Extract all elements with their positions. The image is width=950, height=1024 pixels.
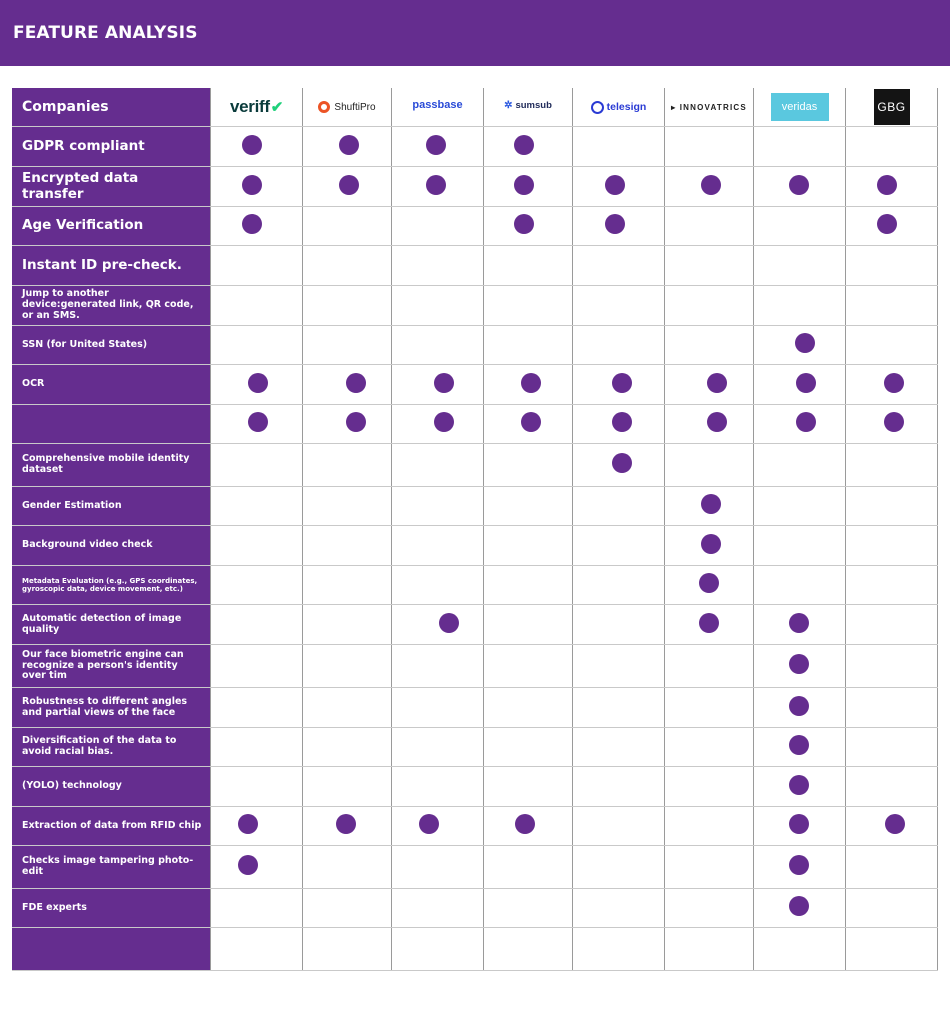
feature-label: SSN (for United States): [12, 326, 210, 364]
supported-dot-icon: [796, 373, 816, 393]
supported-dot-icon: [612, 412, 632, 432]
support-cell-veridas: [753, 487, 845, 525]
supported-dot-icon: [426, 175, 446, 195]
support-cell-veriff: [210, 444, 302, 486]
supported-dot-icon: [701, 175, 721, 195]
support-cell-gbg: [845, 526, 938, 565]
support-cell-sumsub: [483, 688, 572, 727]
feature-label: Encrypted data transfer: [12, 167, 210, 206]
support-cell-sumsub: [483, 728, 572, 766]
support-cell-passbase: [391, 928, 483, 970]
support-cell-innovatrics: [664, 605, 753, 644]
support-cell-innovatrics: [664, 365, 753, 404]
table-row: [12, 807, 938, 846]
support-cell-telesign: [572, 566, 664, 604]
support-cell-veriff: [210, 326, 302, 364]
support-cell-shufti: [302, 207, 391, 245]
support-cell-veriff: [210, 566, 302, 604]
support-cell-veriff: [210, 728, 302, 766]
support-cell-gbg: [845, 246, 938, 285]
support-cell-gbg: [845, 928, 938, 970]
table-header-row: [12, 88, 938, 127]
support-cell-innovatrics: [664, 807, 753, 845]
supported-dot-icon: [242, 135, 262, 155]
support-cell-telesign: [572, 767, 664, 806]
support-cell-passbase: [391, 645, 483, 687]
supported-dot-icon: [439, 613, 459, 633]
feature-label: Background video check: [12, 526, 210, 565]
support-cell-gbg: [845, 405, 938, 443]
table-row: [12, 767, 938, 807]
support-cell-telesign: [572, 207, 664, 245]
support-cell-gbg: [845, 286, 938, 325]
support-cell-sumsub: [483, 167, 572, 206]
table-row: [12, 326, 938, 365]
support-cell-telesign: [572, 728, 664, 766]
support-cell-passbase: [391, 526, 483, 565]
supported-dot-icon: [612, 373, 632, 393]
support-cell-veriff: [210, 246, 302, 285]
supported-dot-icon: [885, 814, 905, 834]
support-cell-shufti: [302, 889, 391, 927]
support-cell-shufti: [302, 365, 391, 404]
support-cell-gbg: [845, 326, 938, 364]
supported-dot-icon: [514, 135, 534, 155]
supported-dot-icon: [884, 412, 904, 432]
feature-label: [12, 405, 210, 443]
support-cell-veridas: [753, 167, 845, 206]
support-cell-shufti: [302, 246, 391, 285]
supported-dot-icon: [789, 175, 809, 195]
company-veriff: [210, 88, 302, 126]
supported-dot-icon: [434, 373, 454, 393]
support-cell-veriff: [210, 286, 302, 325]
supported-dot-icon: [426, 135, 446, 155]
supported-dot-icon: [789, 814, 809, 834]
supported-dot-icon: [514, 214, 534, 234]
supported-dot-icon: [242, 214, 262, 234]
support-cell-veridas: [753, 928, 845, 970]
support-cell-passbase: [391, 405, 483, 443]
support-cell-passbase: [391, 365, 483, 404]
support-cell-veridas: [753, 889, 845, 927]
support-cell-shufti: [302, 286, 391, 325]
ring-icon: [318, 101, 330, 113]
support-cell-sumsub: [483, 807, 572, 845]
table-row: [12, 365, 938, 405]
support-cell-sumsub: [483, 207, 572, 245]
support-cell-veridas: [753, 405, 845, 443]
support-cell-passbase: [391, 807, 483, 845]
support-cell-gbg: [845, 728, 938, 766]
feature-label: [12, 928, 210, 970]
company-veridas: [753, 88, 845, 126]
support-cell-sumsub: [483, 566, 572, 604]
support-cell-innovatrics: [664, 207, 753, 245]
support-cell-innovatrics: [664, 286, 753, 325]
supported-dot-icon: [701, 494, 721, 514]
company-sumsub: [483, 88, 572, 126]
support-cell-gbg: [845, 365, 938, 404]
support-cell-telesign: [572, 487, 664, 525]
supported-dot-icon: [789, 696, 809, 716]
support-cell-sumsub: [483, 444, 572, 486]
supported-dot-icon: [707, 412, 727, 432]
table-row: [12, 207, 938, 246]
support-cell-shufti: [302, 487, 391, 525]
table-row: [12, 889, 938, 928]
support-cell-gbg: [845, 207, 938, 245]
support-cell-passbase: [391, 889, 483, 927]
support-cell-gbg: [845, 566, 938, 604]
table-row: [12, 246, 938, 286]
table-row: [12, 444, 938, 487]
support-cell-sumsub: [483, 487, 572, 525]
supported-dot-icon: [339, 175, 359, 195]
support-cell-telesign: [572, 167, 664, 206]
company-innovatrics: [664, 88, 753, 126]
support-cell-gbg: [845, 167, 938, 206]
support-cell-shufti: [302, 167, 391, 206]
supported-dot-icon: [795, 333, 815, 353]
table-row: [12, 928, 938, 971]
support-cell-veridas: [753, 526, 845, 565]
support-cell-gbg: [845, 767, 938, 806]
support-cell-veriff: [210, 767, 302, 806]
support-cell-shufti: [302, 127, 391, 166]
support-cell-innovatrics: [664, 645, 753, 687]
supported-dot-icon: [612, 453, 632, 473]
support-cell-shufti: [302, 928, 391, 970]
supported-dot-icon: [514, 175, 534, 195]
support-cell-veriff: [210, 605, 302, 644]
supported-dot-icon: [521, 373, 541, 393]
support-cell-veriff: [210, 688, 302, 727]
support-cell-veridas: [753, 807, 845, 845]
support-cell-innovatrics: [664, 767, 753, 806]
table-row: [12, 127, 938, 167]
feature-label: Instant ID pre-check.: [12, 246, 210, 285]
feature-label: Diversification of the data to avoid racial bias.: [12, 728, 210, 766]
table-row: [12, 846, 938, 889]
support-cell-telesign: [572, 246, 664, 285]
feature-label: OCR: [12, 365, 210, 404]
support-cell-innovatrics: [664, 688, 753, 727]
supported-dot-icon: [242, 175, 262, 195]
company-shufti: [302, 88, 391, 126]
support-cell-telesign: [572, 605, 664, 644]
support-cell-veridas: [753, 326, 845, 364]
supported-dot-icon: [515, 814, 535, 834]
supported-dot-icon: [877, 175, 897, 195]
supported-dot-icon: [884, 373, 904, 393]
feature-label: Comprehensive mobile identity dataset: [12, 444, 210, 486]
supported-dot-icon: [789, 613, 809, 633]
checkmark-icon: ✔: [270, 99, 284, 116]
support-cell-veriff: [210, 889, 302, 927]
table-row: [12, 167, 938, 207]
support-cell-passbase: [391, 207, 483, 245]
support-cell-gbg: [845, 688, 938, 727]
support-cell-innovatrics: [664, 487, 753, 525]
table-row: [12, 728, 938, 767]
support-cell-passbase: [391, 286, 483, 325]
feature-label: Age Verification: [12, 207, 210, 245]
support-cell-shufti: [302, 807, 391, 845]
support-cell-gbg: [845, 889, 938, 927]
support-cell-telesign: [572, 365, 664, 404]
support-cell-telesign: [572, 846, 664, 888]
support-cell-gbg: [845, 487, 938, 525]
company-telesign: [572, 88, 664, 126]
support-cell-passbase: [391, 444, 483, 486]
supported-dot-icon: [238, 814, 258, 834]
support-cell-telesign: [572, 286, 664, 325]
supported-dot-icon: [419, 814, 439, 834]
support-cell-sumsub: [483, 605, 572, 644]
support-cell-telesign: [572, 405, 664, 443]
support-cell-innovatrics: [664, 246, 753, 285]
support-cell-telesign: [572, 526, 664, 565]
support-cell-gbg: [845, 807, 938, 845]
gbg-logo: GBG: [874, 89, 910, 125]
support-cell-veridas: [753, 566, 845, 604]
ring-icon: [591, 101, 604, 114]
support-cell-veriff: [210, 846, 302, 888]
support-cell-telesign: [572, 127, 664, 166]
support-cell-veridas: [753, 605, 845, 644]
support-cell-shufti: [302, 444, 391, 486]
supported-dot-icon: [248, 373, 268, 393]
support-cell-telesign: [572, 326, 664, 364]
title-banner: [0, 0, 950, 66]
table-row: [12, 688, 938, 728]
support-cell-telesign: [572, 688, 664, 727]
support-cell-passbase: [391, 127, 483, 166]
support-cell-sumsub: [483, 246, 572, 285]
support-cell-veridas: [753, 728, 845, 766]
supported-dot-icon: [434, 412, 454, 432]
feature-label: Extraction of data from RFID chip: [12, 807, 210, 845]
support-cell-veriff: [210, 167, 302, 206]
supported-dot-icon: [336, 814, 356, 834]
support-cell-telesign: [572, 928, 664, 970]
sumsub-logo: ✲ sumsub: [504, 100, 552, 111]
support-cell-innovatrics: [664, 405, 753, 443]
support-cell-shufti: [302, 767, 391, 806]
support-cell-veridas: [753, 645, 845, 687]
support-cell-shufti: [302, 566, 391, 604]
support-cell-sumsub: [483, 405, 572, 443]
support-cell-passbase: [391, 605, 483, 644]
support-cell-veridas: [753, 286, 845, 325]
support-cell-sumsub: [483, 326, 572, 364]
support-cell-telesign: [572, 444, 664, 486]
support-cell-innovatrics: [664, 889, 753, 927]
supported-dot-icon: [701, 534, 721, 554]
feature-label: GDPR compliant: [12, 127, 210, 166]
support-cell-veridas: [753, 127, 845, 166]
veriff-logo: veriff✔: [229, 97, 284, 116]
support-cell-gbg: [845, 605, 938, 644]
support-cell-shufti: [302, 405, 391, 443]
support-cell-passbase: [391, 688, 483, 727]
table-row: [12, 405, 938, 444]
support-cell-shufti: [302, 526, 391, 565]
star-icon: ✲: [504, 100, 513, 111]
feature-label: (YOLO) technology: [12, 767, 210, 806]
support-cell-sumsub: [483, 645, 572, 687]
companies-header: Companies: [12, 88, 210, 126]
supported-dot-icon: [605, 214, 625, 234]
support-cell-sumsub: [483, 767, 572, 806]
page-title: FEATURE ANALYSIS: [13, 23, 198, 43]
support-cell-innovatrics: [664, 167, 753, 206]
supported-dot-icon: [796, 412, 816, 432]
support-cell-innovatrics: [664, 566, 753, 604]
support-cell-veriff: [210, 487, 302, 525]
support-cell-innovatrics: [664, 444, 753, 486]
support-cell-passbase: [391, 167, 483, 206]
table-row: [12, 487, 938, 526]
support-cell-veridas: [753, 767, 845, 806]
supported-dot-icon: [346, 412, 366, 432]
supported-dot-icon: [789, 855, 809, 875]
support-cell-sumsub: [483, 889, 572, 927]
supported-dot-icon: [339, 135, 359, 155]
support-cell-veridas: [753, 846, 845, 888]
arrow-icon: ▸: [671, 102, 680, 112]
feature-label: Gender Estimation: [12, 487, 210, 525]
feature-label: Metadata Evaluation (e.g., GPS coordinates, gyroscopic data, device movement, etc.): [12, 566, 210, 604]
supported-dot-icon: [789, 896, 809, 916]
table-row: [12, 566, 938, 605]
support-cell-passbase: [391, 767, 483, 806]
feature-label: Jump to another device:generated link, QR code, or an SMS.: [12, 286, 210, 325]
support-cell-veridas: [753, 365, 845, 404]
support-cell-telesign: [572, 889, 664, 927]
supported-dot-icon: [699, 573, 719, 593]
support-cell-sumsub: [483, 127, 572, 166]
support-cell-innovatrics: [664, 728, 753, 766]
support-cell-veriff: [210, 645, 302, 687]
support-cell-veriff: [210, 207, 302, 245]
support-cell-gbg: [845, 846, 938, 888]
passbase-logo: passbase: [412, 99, 463, 111]
supported-dot-icon: [789, 735, 809, 755]
support-cell-gbg: [845, 645, 938, 687]
support-cell-veridas: [753, 246, 845, 285]
support-cell-sumsub: [483, 286, 572, 325]
supported-dot-icon: [346, 373, 366, 393]
supported-dot-icon: [699, 613, 719, 633]
table-row: [12, 645, 938, 688]
veridas-logo: veridas: [771, 93, 829, 121]
support-cell-telesign: [572, 645, 664, 687]
table-row: [12, 605, 938, 645]
company-gbg: [845, 88, 938, 126]
feature-label: FDE experts: [12, 889, 210, 927]
support-cell-veriff: [210, 127, 302, 166]
support-cell-passbase: [391, 728, 483, 766]
support-cell-veridas: [753, 207, 845, 245]
support-cell-shufti: [302, 846, 391, 888]
support-cell-passbase: [391, 246, 483, 285]
supported-dot-icon: [877, 214, 897, 234]
support-cell-shufti: [302, 605, 391, 644]
support-cell-sumsub: [483, 846, 572, 888]
company-passbase: [391, 88, 483, 126]
support-cell-shufti: [302, 688, 391, 727]
shufti-logo: ShuftiPro: [318, 101, 375, 113]
support-cell-passbase: [391, 326, 483, 364]
supported-dot-icon: [707, 373, 727, 393]
supported-dot-icon: [248, 412, 268, 432]
support-cell-veriff: [210, 807, 302, 845]
support-cell-innovatrics: [664, 846, 753, 888]
supported-dot-icon: [238, 855, 258, 875]
support-cell-innovatrics: [664, 526, 753, 565]
support-cell-passbase: [391, 846, 483, 888]
supported-dot-icon: [605, 175, 625, 195]
support-cell-passbase: [391, 487, 483, 525]
support-cell-sumsub: [483, 365, 572, 404]
feature-label: Automatic detection of image quality: [12, 605, 210, 644]
supported-dot-icon: [789, 654, 809, 674]
support-cell-sumsub: [483, 928, 572, 970]
telesign-logo: telesign: [591, 101, 647, 114]
table-row: [12, 526, 938, 566]
feature-label: Robustness to different angles and partial views of the face: [12, 688, 210, 727]
feature-label: Checks image tampering photo-edit: [12, 846, 210, 888]
support-cell-innovatrics: [664, 326, 753, 364]
innovatrics-logo: ▸ INNOVATRICS: [671, 102, 747, 112]
support-cell-gbg: [845, 444, 938, 486]
support-cell-veriff: [210, 365, 302, 404]
support-cell-shufti: [302, 645, 391, 687]
support-cell-sumsub: [483, 526, 572, 565]
feature-label: Our face biometric engine can recognize a person's identity over tim: [12, 645, 210, 687]
support-cell-gbg: [845, 127, 938, 166]
supported-dot-icon: [789, 775, 809, 795]
support-cell-veriff: [210, 928, 302, 970]
support-cell-veriff: [210, 405, 302, 443]
table-row: [12, 286, 938, 326]
support-cell-veridas: [753, 444, 845, 486]
support-cell-veriff: [210, 526, 302, 565]
support-cell-passbase: [391, 566, 483, 604]
support-cell-innovatrics: [664, 127, 753, 166]
supported-dot-icon: [521, 412, 541, 432]
support-cell-veridas: [753, 688, 845, 727]
support-cell-telesign: [572, 807, 664, 845]
support-cell-shufti: [302, 326, 391, 364]
support-cell-shufti: [302, 728, 391, 766]
support-cell-innovatrics: [664, 928, 753, 970]
feature-comparison-table: [12, 88, 938, 971]
